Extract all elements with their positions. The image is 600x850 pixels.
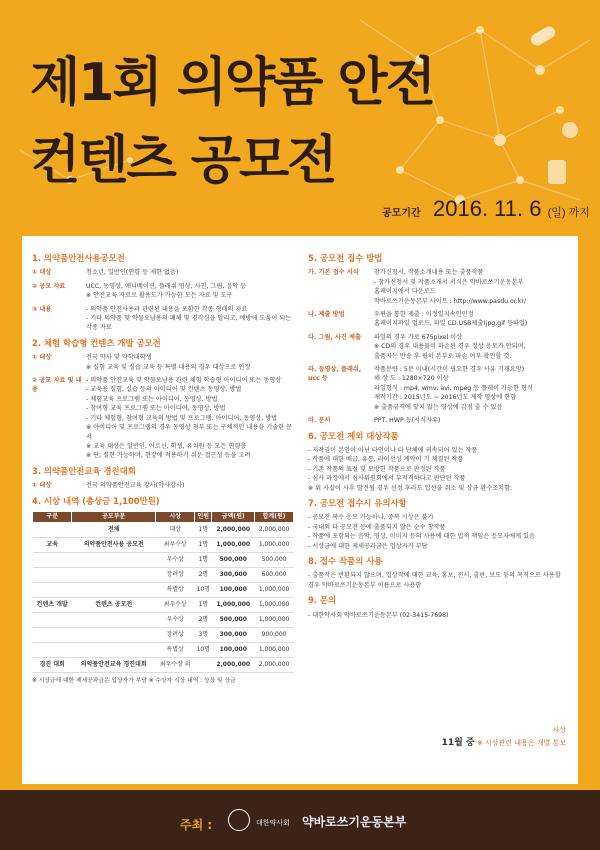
table-header-cell: 구분 xyxy=(33,511,72,522)
row-label: ② 공모 자료 xyxy=(32,282,66,290)
section-2-title: 2. 체험 학습형 컨텐츠 개발 공모전 xyxy=(32,337,161,348)
table-cell: 교육 xyxy=(33,537,72,552)
row-line: 전국 약사 및 약학대학생 xyxy=(86,354,152,362)
table-cell: 1명 xyxy=(195,537,212,552)
row-line: 파일형식 : mp4, wmv, avi, mpeg 등 플레이 가능한 형식 xyxy=(374,384,533,392)
table-cell: 대상 xyxy=(156,522,195,537)
table-cell: 1,000,000 xyxy=(255,582,294,597)
row-text xyxy=(374,268,572,306)
row-label: 라. 동영상, 플래쉬, ucc 등 xyxy=(308,366,362,383)
table-row xyxy=(33,537,294,552)
award-label: 시상 xyxy=(552,726,566,734)
section-line: - 시상금에 대한 제세공과금은 입상자가 부담 xyxy=(308,542,428,550)
table-cell: 1명 xyxy=(195,597,212,612)
table-row xyxy=(33,597,294,612)
row-label: ① 대상 xyxy=(32,482,52,490)
table-row xyxy=(33,567,294,582)
table-cell: 최우수상 xyxy=(156,597,195,612)
table-cell: 의약품안전사용 공모전 xyxy=(72,537,156,552)
section-line: - 공모전 복수 응모 가능하나, 중복 시상은 불가 xyxy=(308,514,434,522)
award-note: ※ 시상금에 대한 제세공과금은 입상자가 부담 ※ 수상자 시상 내역 : 상장 및 상금 xyxy=(32,677,236,684)
row-text xyxy=(374,310,572,329)
section-5-title: 5. 공모전 접수 방법 xyxy=(308,253,383,263)
row-line: 참가신청서, 작품소개내용 또는 출품작품 xyxy=(374,269,484,277)
table-cell xyxy=(72,552,156,567)
info-row xyxy=(308,310,572,329)
row-line: ※ 단, 실현 가능하며, 현장에 적용하기 쉬운 접근성 등을 고려 xyxy=(86,452,251,460)
table-row xyxy=(33,627,294,642)
table-cell: 최우수상 외 xyxy=(156,657,195,672)
table-cell: 10명 xyxy=(195,642,212,657)
table-cell: 컨텐츠 개발 xyxy=(33,597,72,612)
content-panel xyxy=(22,236,578,784)
info-row xyxy=(32,305,294,333)
table-cell: 1명 xyxy=(195,552,212,567)
table-cell: 2,000,000 xyxy=(212,657,255,672)
footer-host-label: 주최 : xyxy=(180,818,213,832)
table-cell: 장려상 xyxy=(156,567,195,582)
table-cell: 1,000,000 xyxy=(212,537,255,552)
table-header-cell: 합계(원) xyxy=(255,511,294,522)
table-cell: 컨텐츠 공모전 xyxy=(72,597,156,612)
award-schedule xyxy=(442,725,566,748)
table-cell: 1명 xyxy=(195,522,212,537)
table-cell: 1,000,000 xyxy=(255,597,294,612)
table-cell: 500,000 xyxy=(212,552,255,567)
table-header-cell: 공모부문 xyxy=(72,511,156,522)
section-line: - 작품에 포함되는 음악, 영상, 이미지 등의 사용에 대한 법적 책임은 응모자에게 있음 xyxy=(308,533,536,541)
row-line: 해 상 도 : 1280×720 이상 xyxy=(374,375,449,383)
row-label: 다. 그림, 사진 제출 xyxy=(308,333,362,341)
table-cell: 2명 xyxy=(195,612,212,627)
table-cell xyxy=(33,522,72,537)
table-cell: 2명 xyxy=(195,567,212,582)
table-cell: 2,000,000 xyxy=(212,522,255,537)
association-seal-icon xyxy=(228,809,250,831)
row-line: ※ 교육 대상은 일반인, 어르신, 학생, 유치원 등 모든 연령층 xyxy=(86,442,247,450)
row-text xyxy=(86,282,294,301)
section-7-title: 7. 공모전 접수시 유의사항 xyxy=(308,497,407,508)
table-cell: 전체 xyxy=(72,522,156,537)
row-line: 우편을 통한 제출 : 이정일지속인민정 xyxy=(374,311,474,319)
row-line: 제작기간 : 2015년도 ~ 2016년도 제작 영상에 한함 xyxy=(374,394,517,402)
section-line: - 심사 과정에서 심사위원회에서 부적격하다고 판단된 작품 xyxy=(308,475,466,483)
row-text xyxy=(86,481,294,490)
table-cell: 300,000 xyxy=(212,627,255,642)
info-row xyxy=(308,268,572,306)
table-cell: 2,000,000 xyxy=(255,522,294,537)
section-line: - 국내외 타 공모전 등에 출품되지 않은 순수 창작품 xyxy=(308,523,446,531)
award-month: 11월 중 xyxy=(441,738,475,748)
section-4-title: 4. 시상 내역 (총상금 1,100만원) xyxy=(32,495,160,506)
info-row xyxy=(308,365,572,412)
table-cell: 1,000,000 xyxy=(212,597,255,612)
row-label: 나. 제출 방법 xyxy=(308,311,345,319)
row-line: - 기타 의약품 및 약물오남용의 폐해 및 경각심을 알리고, 예방에 도움이 되는 각종 자료 xyxy=(86,315,292,332)
row-label: ③ 내용 xyxy=(32,305,52,313)
row-line: ※ 실험 교육 및 실습 교육 등 특별 내용의 경우 대상으로 인정 xyxy=(86,363,251,371)
table-row xyxy=(33,522,294,537)
table-cell xyxy=(72,582,156,597)
row-label: 가. 기본 접수 서식 xyxy=(308,269,359,277)
table-row xyxy=(33,657,294,672)
page-title-line2: 컨텐츠 공모전 xyxy=(30,131,336,191)
row-line: 전국 의약품안전교육 강사(약사강사) xyxy=(86,482,185,490)
section-line: - 대한약사회 약바로쓰기운동본부 (02-3415-7698) xyxy=(308,611,449,619)
table-header-cell: 인원 xyxy=(195,511,212,522)
section-line: - 기존 작품의 표절 및 모방한 작품으로 판정된 작품 xyxy=(308,465,446,473)
table-cell xyxy=(72,567,156,582)
row-line: ※ 안전교육 자료로 활용도가 가능한 모든 자료 및 도구 xyxy=(86,292,233,300)
row-line: - 교육용 실험, 실습 등의 아이디어 및 컨텐츠 동영상, 방법 xyxy=(86,386,242,394)
row-line: 홈페이지파일 업로드, 파일 CD,USB제출(jpg,gif 등파일) xyxy=(374,320,528,328)
section-line: - 저작권이 본인이 아닌 타인이나 타 단체에 귀속되어 있는 작품 xyxy=(308,446,478,454)
period-label: 공모기간 xyxy=(382,208,421,219)
row-text xyxy=(86,353,294,372)
row-line: 홈페이지에서 다운로드 xyxy=(374,288,436,296)
row-line: 청소년, 일반인(연령 등 제한 없음) xyxy=(86,269,179,277)
table-cell: 특별상 xyxy=(156,582,195,597)
section-line: - 출품작은 반환되지 않으며, 입상작에 대한 교육, 홍보, 전시, 출판, 보도 등의 목적으로 사용할 xyxy=(308,572,561,580)
award-table xyxy=(32,511,294,673)
section-3-title: 3. 의약품안전교육 경진대회 xyxy=(32,465,136,476)
section-6-title: 6. 공모전 제외 대상작품 xyxy=(308,430,399,441)
table-cell xyxy=(72,612,156,627)
row-label: ② 공모 자료 및 내용 xyxy=(32,377,82,394)
section-line: - 작품에 대한 배급, 유통, 라이선싱 계약이 기 체결된 작품 xyxy=(308,456,464,464)
row-line: PPT, HWP 등(서식자유) xyxy=(374,417,441,425)
row-label: ① 대상 xyxy=(32,269,52,277)
table-cell: 500,000 xyxy=(212,612,255,627)
section-8-title: 8. 접수 작품의 사용 xyxy=(308,555,383,566)
table-header-cell: 시상 xyxy=(156,511,195,522)
table-cell xyxy=(33,612,72,627)
table-row xyxy=(33,642,294,657)
info-row xyxy=(308,333,572,361)
row-line: 약바로쓰기운동본부 사이트 : http://www.pasdu.or.kr/ xyxy=(374,297,526,305)
footer xyxy=(0,790,600,850)
row-line: 출품자는 반송 후 필히 본부로 파손 여부 확인할 것. xyxy=(374,352,512,360)
table-cell: 의약품안전교육 경진대회 xyxy=(72,657,156,672)
row-line: - 참가신청서 및 작품소개서 서식은 약바로쓰기운동본부 xyxy=(374,278,524,286)
row-text xyxy=(374,416,572,425)
info-row xyxy=(308,416,572,425)
table-row xyxy=(33,612,294,627)
info-row xyxy=(32,481,294,490)
row-line: 파일의 경우 가로 675pixel 이상 xyxy=(374,333,463,341)
section-9-title: 9. 문의 xyxy=(308,595,337,606)
row-line: ※ CD의 경우 내용물이 파손된 경우 정상 응모가 안되며, xyxy=(374,343,526,351)
row-line: - 의약품 안전교육 및 약물오남용 관련 체험 학습형 아이디어 또는 동영상 xyxy=(86,377,282,385)
info-row xyxy=(32,353,294,372)
section-line: 경우 약바로쓰기운동본부 이름으로 사용함 xyxy=(308,581,422,589)
section-1-title: 1. 의약품안전사용공모전 xyxy=(32,253,125,263)
table-cell: 우수상 xyxy=(156,612,195,627)
row-line: UCC, 동영상, 애니메이션, 플래쉬 영상, 사진, 그림, 음악 등 xyxy=(86,282,247,290)
page-title-line1: 제1회 의약품 안전 xyxy=(30,53,435,113)
info-row xyxy=(32,268,294,277)
table-row xyxy=(33,552,294,567)
row-line: - 기타 체험형, 참여형 교육의 방법 및 프로그램, 아이디어, 동영상, 방법 xyxy=(86,414,278,422)
row-line: - 의약품 안전사용과 관련된 내용을 포함한 각종 형태의 자료 xyxy=(86,305,248,313)
row-text xyxy=(374,333,572,361)
table-cell: 100,000 xyxy=(212,582,255,597)
table-cell: 10명 xyxy=(195,582,212,597)
info-row xyxy=(32,282,294,301)
table-cell: 900,000 xyxy=(255,627,294,642)
info-row xyxy=(32,376,294,461)
table-cell: 3명 xyxy=(195,627,212,642)
table-cell xyxy=(33,552,72,567)
table-cell xyxy=(33,582,72,597)
table-cell xyxy=(33,642,72,657)
row-label: 마. 문서 xyxy=(308,417,331,425)
table-cell: 300,000 xyxy=(212,567,255,582)
table-header-cell: 금액(원) xyxy=(212,511,255,522)
table-cell xyxy=(72,627,156,642)
row-line: 작품분량 : 5분 이내(시간이 필요한 경우 사유 기재요망) xyxy=(374,366,525,374)
section-line: ※ 위 사실이 사후 발견될 경우 선정 후라도 입선을 취소 및 상금 환수조치함. xyxy=(308,484,513,492)
row-text xyxy=(374,365,572,412)
table-cell xyxy=(72,642,156,657)
row-line: - 체험교육 프로그램 또는 아이디어, 동영상, 방법 xyxy=(86,395,218,403)
table-cell xyxy=(33,627,72,642)
table-cell: 1,000,000 xyxy=(255,612,294,627)
row-label: ① 대상 xyxy=(32,354,52,362)
table-cell: 600,000 xyxy=(255,567,294,582)
period-date: 2016. 11. 6 (일) 까지 xyxy=(433,196,590,221)
row-line: ※ 출품규격에 맞지 않는 영상에 감점 줄 수 있음 xyxy=(374,403,503,411)
row-line: ※ 아이디어 및 프로그램의 경우 동영상 첨부 또는 구체적인 내용을 기술한 문서 xyxy=(86,424,293,441)
table-cell: 특별상 xyxy=(156,642,195,657)
footer-org-small: 대한약사회 xyxy=(256,819,290,827)
left-column xyxy=(32,248,294,686)
table-cell: 우수상 xyxy=(156,552,195,567)
right-column xyxy=(308,248,572,620)
row-text xyxy=(86,268,294,277)
award-schedule-note: ※ 시상관련 내용은 개별 통보 xyxy=(476,739,566,747)
table-cell: 최우수상 xyxy=(156,537,195,552)
table-cell: 경진 대회 xyxy=(33,657,72,672)
row-text xyxy=(86,305,294,333)
table-cell: 100,000 xyxy=(212,642,255,657)
table-cell: 2,000,000 xyxy=(255,657,294,672)
table-cell: 1,000,000 xyxy=(255,642,294,657)
table-cell xyxy=(33,567,72,582)
table-cell: 1,000,000 xyxy=(255,537,294,552)
table-cell: 500,000 xyxy=(255,552,294,567)
row-text xyxy=(86,376,294,461)
row-line: - 참여형 교육 프로그램 또는 아이디어, 동영상, 방법 xyxy=(86,405,226,413)
table-row xyxy=(33,582,294,597)
table-cell: 장려상 xyxy=(156,627,195,642)
table-cell xyxy=(195,657,212,672)
footer-org-name: 약바로쓰기운동본부 xyxy=(302,815,407,829)
